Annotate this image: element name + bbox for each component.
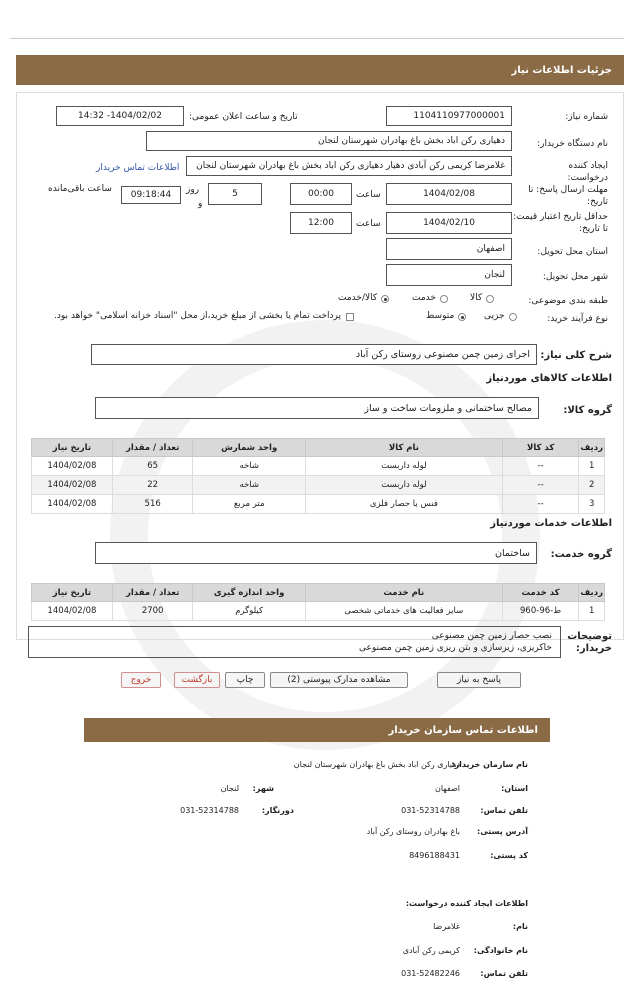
city-label: شهر محل تحویل: [542,272,608,282]
cell: متر مربع [193,495,305,514]
creator-family-label: نام خانوادگی: [473,946,528,955]
page-header [16,55,624,85]
cell: 3 [579,495,605,514]
contact-city-label: شهر: [252,784,274,793]
send-deadline-label: مهلت ارسال پاسخ: تا تاریخ: [528,185,608,207]
contact-postal-value: 8496188431 [409,851,460,860]
category-radio-goods-services[interactable] [381,295,389,303]
payment-note: پرداخت تمام یا بخشی از مبلغ خرید،از محل "اسناد خزانه اسلامی" خواهد بود. [54,311,342,321]
services-table [31,583,605,621]
goods-table [31,438,605,514]
cell: 1404/02/08 [32,495,113,514]
creator-phone-value: 031-52482246 [401,969,460,978]
category-option-goods: کالا [470,293,483,303]
process-radio-medium[interactable] [458,313,466,321]
min-validity-label: حداقل تاریخ اعتبار قیمت: تا تاریخ: [513,212,608,234]
goods-col-qty: تعداد / مقدار [112,439,193,457]
notes-field [28,626,561,658]
validity-date-field: 1404/02/10 [386,212,512,234]
contact-province-value: اصفهان [434,784,460,793]
send-time-field: 00:00 [290,183,352,205]
goods-col-date: تاریخ نیاز [32,439,113,457]
contact-fax-value: 031-52314788 [180,806,239,815]
process-option-minor: جزیی [484,311,505,321]
cell: 65 [112,457,193,476]
need-number-field: 1104110977000001 [386,106,512,126]
validity-time-label: ساعت [356,219,381,229]
cell: 1 [579,602,605,621]
category-option-service-wrap [412,293,448,303]
services-col-unit: واحد اندازه گیری [193,584,305,602]
goods-col-name: نام کالا [305,439,502,457]
remaining-label: ساعت باقی‌مانده [48,184,112,194]
attachments-button[interactable]: مشاهده مدارک پیوستی (2) [270,672,408,688]
need-number-label: شماره نیاز: [565,112,608,122]
cell: شاخه [193,457,305,476]
services-group-field: ساختمان [95,542,537,564]
process-option-medium: متوسط [426,311,455,321]
cell: لوله داربست [305,476,502,495]
services-col-qty: تعداد / مقدار [112,584,193,602]
category-option-service: خدمت [412,293,436,303]
cell: 2 [579,476,605,495]
reply-button[interactable]: پاسخ به نیاز [437,672,521,688]
announce-label: تاریخ و ساعت اعلان عمومی: [189,112,298,122]
back-button[interactable]: بازگشت [174,672,220,688]
payment-note-wrap [54,311,354,321]
cell: -- [502,457,579,476]
cell: 1404/02/08 [32,457,113,476]
cell: سایر فعالیت های خدماتی شخصی [305,602,502,621]
creator-phone-label: تلفن تماس: [480,969,528,978]
table-row [32,457,605,476]
services-section-title: اطلاعات خدمات موردنیاز [490,518,612,529]
cell: 2700 [112,602,193,621]
payment-checkbox[interactable] [346,313,354,321]
goods-group-label: گروه کالا: [563,405,612,416]
announce-field: 1404/02/02- 14:32 [56,106,184,126]
process-option-minor-wrap [484,311,517,321]
city-field: لنجان [386,264,512,286]
goods-col-code: کد کالا [502,439,579,457]
cell: 1404/02/08 [32,602,113,621]
cell: -- [502,476,579,495]
services-col-code: کد خدمت [502,584,579,602]
buyer-org-field: دهیاری رکن اباد بخش باغ بهادران شهرستان لنجان [146,131,512,151]
process-label: نوع فرآیند خرید: [547,314,608,324]
notes-line2: خاکریزی، زیرسازی و بتن ریزی زمین چمن مصنوعی [359,643,552,653]
buyer-contact-link[interactable]: اطلاعات تماس خریدار [96,163,180,173]
cell: 1 [579,457,605,476]
contact-address-label: آدرس پستی: [477,827,528,836]
summary-label: شرح کلی نیاز: [540,350,612,361]
table-row [32,602,605,621]
category-label: طبقه بندی موضوعی: [528,296,608,306]
cell: فنس یا حصار فلزی [305,495,502,514]
top-divider [10,38,624,39]
goods-group-field: مصالح ساختمانی و ملزومات ساخت و ساز [95,397,539,419]
contact-org-value: دهیاری رکن اباد بخش باغ بهادران شهرستان لنجان [293,760,460,769]
services-col-date: تاریخ نیاز [32,584,113,602]
notes-label [567,631,612,655]
contact-postal-label: کد پستی: [490,851,528,860]
notes-label-line2: خریدار: [575,643,612,654]
creator-name-value: غلامرضا [433,922,460,931]
cell: 1404/02/08 [32,476,113,495]
table-row [32,476,605,495]
cell: شاخه [193,476,305,495]
contact-title: اطلاعات تماس سازمان خریدار [388,724,538,736]
contact-org-label: نام سازمان خریدار: [451,760,528,769]
process-radio-minor[interactable] [509,313,517,321]
and-label: و [198,199,203,209]
contact-fax-label: دورنگار: [261,806,294,815]
category-option-goods-wrap [470,293,494,303]
contact-phone-value: 031-52314788 [401,806,460,815]
goods-table-header [32,439,605,457]
exit-button[interactable]: خروج [121,672,161,688]
creator-label: ایجاد کننده درخواست: [567,161,608,183]
days-field: 5 [208,183,262,205]
cell: 516 [112,495,193,514]
cell: کیلوگرم [193,602,305,621]
send-time-label: ساعت [356,190,381,200]
category-option-goods-services: کالا/خدمت [338,293,378,303]
services-table-header [32,584,605,602]
validity-time-field: 12:00 [290,212,352,234]
buyer-org-label: نام دستگاه خریدار: [537,139,608,149]
category-radio-goods[interactable] [486,295,494,303]
cell: ط-96-960 [502,602,579,621]
table-row [32,495,605,514]
goods-section-title: اطلاعات کالاهای موردنیاز [486,373,612,384]
summary-field: اجرای زمین چمن مصنوعی روستای رکن آباد [91,344,537,365]
services-group-label: گروه خدمت: [550,549,612,560]
contact-address-value: باغ بهادران روستای رکن آباد [366,827,460,836]
contact-phone-label: تلفن تماس: [480,806,528,815]
send-date-field: 1404/02/08 [386,183,512,205]
contact-province-label: استان: [501,784,528,793]
province-field: اصفهان [386,238,512,260]
goods-col-index: ردیف [579,439,605,457]
notes-label-line1: توضیحات [567,631,612,642]
category-radio-group [338,293,389,303]
goods-col-unit: واحد شمارش [193,439,305,457]
remaining-field: 09:18:44 [121,186,181,204]
cell: -- [502,495,579,514]
creator-info-title: اطلاعات ایجاد کننده درخواست: [405,899,528,908]
process-option-medium-wrap [426,311,466,321]
creator-family-value: کریمی رکن آبادی [402,946,460,955]
category-radio-service[interactable] [440,295,448,303]
contact-header [84,718,550,742]
creator-name-label: نام: [512,922,528,931]
notes-line1: نصب حصار زمین چمن مصنوعی [431,631,552,641]
creator-field: غلامرضا کریمی رکن آبادی دهیار دهیاری رکن اباد بخش باغ بهادران شهرستان لنجان [186,156,512,176]
cell: لوله داربست [305,457,502,476]
contact-city-value: لنجان [220,784,239,793]
services-col-name: نام خدمت [305,584,502,602]
page-title: جزئیات اطلاعات نیاز [511,64,612,76]
services-col-index: ردیف [579,584,605,602]
province-label: استان محل تحویل: [537,247,608,257]
cell: 22 [112,476,193,495]
days-label: روز [186,185,200,195]
print-button[interactable]: چاپ [225,672,265,688]
